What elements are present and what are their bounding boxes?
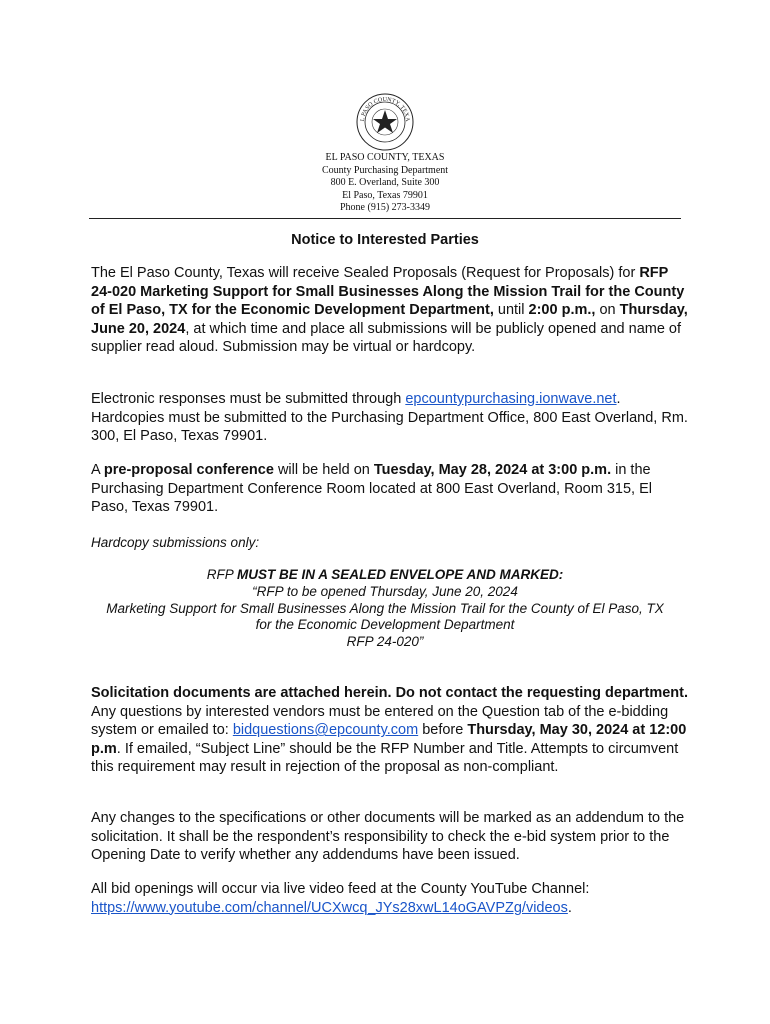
paragraph-questions xyxy=(91,684,691,777)
p1-text-g: , at which time and place all submissions will be publicly opened and name of supplier read aloud. Submission may be virtual or hardcopy. xyxy=(91,320,682,356)
hardcopy-note: Hardcopy submissions only: xyxy=(91,535,260,550)
paragraph-video xyxy=(91,880,691,917)
header-phone: Phone (915) 273-3349 xyxy=(340,202,430,214)
paragraph-addendum: Any changes to the specifications or other documents will be marked as an addendum to the solicitation. It shall be the respondent’s responsibility to check the e-bid system prior to the Opening Date to verify whether any addendums have been issued. xyxy=(91,810,685,864)
p1-text-e: on xyxy=(595,302,620,319)
p3-text-a: A xyxy=(91,462,104,478)
bid-questions-email-link[interactable]: bidquestions@epcounty.com xyxy=(232,722,419,739)
paragraph-submission xyxy=(91,390,691,446)
header-department: County Purchasing Department xyxy=(321,164,449,176)
p4-text-b: Any questions by interested vendors must be entered on the Question tab of the e-bidding system or emailed to: xyxy=(91,703,669,739)
p2-text-b: . Hardcopies must be submitted to the Purchasing Department Office, 800 East Overland, Rm. 300, El Paso, Texas 79901. xyxy=(91,391,688,445)
paragraph-proposal xyxy=(91,264,691,357)
notice-title: Notice to Interested Parties xyxy=(291,232,479,248)
header-street: 800 E. Overland, Suite 300 xyxy=(330,177,440,189)
p4-text-e: . If emailed, “Subject Line” should be the RFP Number and Title. Attempts to circumvent this requirement may result in rejection of the proposal as non-compliant. xyxy=(91,740,679,776)
marking-line-2: “RFP to be opened Thursday, June 20, 2024 xyxy=(252,583,518,599)
p1-rfp-title: RFP 24-020 Marketing Support for Small Businesses Along the Mission Trail for the County of El Paso, TX for the Economic Development Department, xyxy=(91,265,685,319)
p6-text-b: . xyxy=(567,899,572,916)
letterhead xyxy=(0,152,770,215)
p3-text-c: will be held on xyxy=(273,462,374,478)
header-county: EL PASO COUNTY, TEXAS xyxy=(325,152,445,163)
header-city: El Paso, Texas 79901 xyxy=(342,189,428,201)
county-seal-logo xyxy=(355,92,415,152)
marking-line-3: Marketing Support for Small Businesses Along the Mission Trail for the County of El Paso, TX xyxy=(106,600,664,616)
p4-text-c: before xyxy=(418,722,468,739)
p1-time: 2:00 p.m., xyxy=(528,302,596,319)
p1-text-c: until xyxy=(493,302,529,319)
p4-deadline: Thursday, May 30, 2024 at 12:00 p.m xyxy=(91,722,687,757)
marking-line-1 xyxy=(60,567,710,584)
marking-line-4: for the Economic Development Department xyxy=(255,617,515,633)
youtube-channel-link[interactable]: https://www.youtube.com/channel/UCXwcq_JYs28xwL14oGAVPZg/videos xyxy=(91,899,568,916)
p3-date: Tuesday, May 28, 2024 at 3:00 p.m. xyxy=(373,462,612,478)
marking-bold: MUST BE IN A SEALED ENVELOPE AND MARKED: xyxy=(236,567,564,582)
marking-line-5: RFP 24-020” xyxy=(346,634,424,650)
seal-text: L PASO COUNTY, TEXA xyxy=(359,96,411,122)
p3-text-e: in the Purchasing Department Conference Room located at 800 East Overland, Room 315, El Paso, Texas 79901. xyxy=(91,462,652,516)
p4-warning: Solicitation documents are attached herein. Do not contact the requesting department. xyxy=(91,685,689,701)
p6-text-a: All bid openings will occur via live video feed at the County YouTube Channel: xyxy=(91,881,590,897)
paragraph-conference xyxy=(91,461,691,517)
header-divider xyxy=(89,218,681,219)
p1-text-a: The El Paso County, Texas will receive Sealed Proposals (Request for Proposals) for xyxy=(91,265,640,281)
p3-conference: pre-proposal conference xyxy=(103,462,274,478)
p2-text-a: Electronic responses must be submitted through xyxy=(91,391,406,407)
p1-date: Thursday, June 20, 2024 xyxy=(91,302,688,337)
ionwave-link[interactable]: epcountypurchasing.ionwave.net xyxy=(405,391,617,407)
marking-prefix: RFP xyxy=(206,567,237,582)
envelope-marking xyxy=(60,567,710,651)
